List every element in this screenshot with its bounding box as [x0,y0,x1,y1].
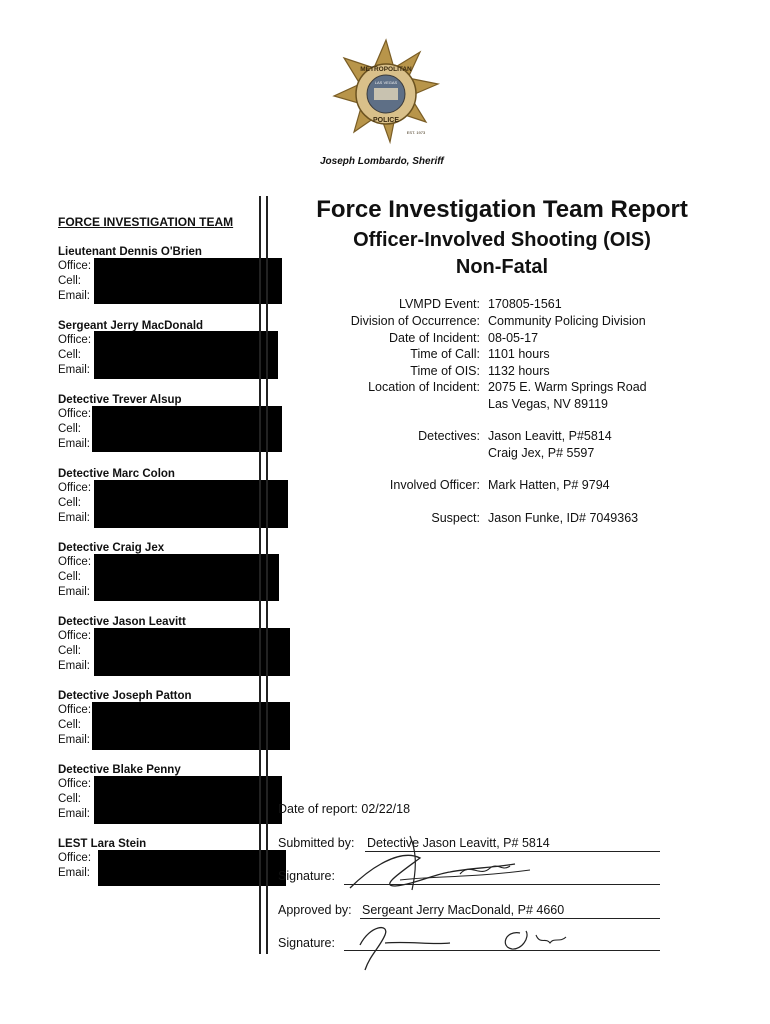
cell-label: Cell: [58,793,82,805]
report-subtitle-status: Non-Fatal [455,256,549,278]
office-label: Office: [58,482,92,494]
signature-leavitt-image [340,828,540,900]
team-member [58,689,258,763]
report-subtitle: Officer-Involved Shooting (OIS) [353,229,651,251]
redaction-block [98,850,286,886]
email-label: Email: [58,290,90,302]
cell-label: Cell: [58,497,82,509]
field-label-division: Division of Occurrence: [350,314,480,328]
office-label: Office: [58,556,92,568]
team-member [58,763,258,837]
office-label: Office: [58,408,92,420]
sidebar-team-list [58,215,258,897]
office-label: Office: [58,334,92,346]
email-label: Email: [58,512,90,524]
badge-text-est: EST. 1973 [406,130,426,135]
cell-label: Cell: [58,349,82,361]
member-name: LEST Lara Stein [58,838,147,850]
badge-text-bottom: POLICE [372,117,400,124]
member-name: Detective Blake Penny [58,764,181,776]
member-name: Detective Jason Leavitt [58,616,186,628]
office-label: Office: [58,704,92,716]
redaction-block [94,258,282,304]
redaction-block [92,406,282,452]
team-member [58,467,258,541]
signature-label: Signature: [278,936,335,950]
member-name: Detective Marc Colon [58,468,175,480]
email-label: Email: [58,364,90,376]
team-member [58,393,258,467]
member-name: Sergeant Jerry MacDonald [58,320,204,332]
office-label: Office: [58,260,92,272]
submitted-by-label: Submitted by: [278,836,355,850]
email-label: Email: [58,438,90,450]
team-member [58,837,258,897]
member-name: Lieutenant Dennis O'Brien [58,246,202,258]
date-of-report: Date of report: 02/22/18 [278,802,411,816]
field-label-time-of-ois: Time of OIS: [410,364,480,378]
field-value-time-of-call: 1101 hours [488,347,550,361]
field-value-suspect: Jason Funke, ID# 7049363 [488,511,639,525]
field-value-detective-1: Jason Leavitt, P#5814 [488,429,612,443]
field-value-location-city: Las Vegas, NV 89119 [488,397,608,411]
signature-label: Signature: [278,869,335,883]
field-label-event: LVMPD Event: [398,297,480,311]
cell-label: Cell: [58,423,82,435]
field-value-location: 2075 E. Warm Springs Road [488,380,647,394]
field-label-time-of-call: Time of Call: [410,347,480,361]
email-label: Email: [58,867,90,879]
approved-by-value: Sergeant Jerry MacDonald, P# 4660 [362,903,565,917]
field-value-division: Community Policing Division [488,314,646,328]
field-label-involved-officer: Involved Officer: [389,478,480,492]
redaction-block [94,331,278,379]
team-heading: FORCE INVESTIGATION TEAM [58,215,234,229]
office-label: Office: [58,630,92,642]
office-label: Office: [58,778,92,790]
field-value-event: 170805-1561 [488,297,562,311]
team-member [58,319,258,393]
field-label-detectives: Detectives: [418,429,480,443]
member-name: Detective Trever Alsup [58,394,182,406]
field-value-date: 08-05-17 [488,331,539,345]
cell-label: Cell: [58,719,82,731]
cell-label: Cell: [58,645,82,657]
field-label-location: Location of Incident: [368,380,480,394]
email-label: Email: [58,808,90,820]
approved-by-label: Approved by: [278,903,352,917]
email-label: Email: [58,660,90,672]
submitted-by-value: Detective Jason Leavitt, P# 5814 [367,836,550,850]
field-value-time-of-ois: 1132 hours [488,364,550,378]
column-divider [259,196,268,954]
email-label: Email: [58,586,90,598]
email-label: Email: [58,734,90,746]
office-label: Office: [58,852,92,864]
cell-label: Cell: [58,275,82,287]
report-title: Force Investigation Team Report [316,196,688,223]
redaction-block [94,554,279,601]
field-value-detective-2: Craig Jex, P# 5597 [488,446,595,460]
sheriff-name: Joseph Lombardo, Sheriff [320,156,444,167]
badge-text-top: METROPOLITAN [360,66,412,73]
field-value-involved-officer: Mark Hatten, P# 9794 [488,478,610,492]
cell-label: Cell: [58,571,82,583]
redaction-block [94,776,282,824]
field-label-suspect: Suspect: [431,511,480,525]
signature-macdonald-image [340,915,600,975]
metropolitan-police-badge [330,38,442,150]
team-member [58,615,258,689]
team-member [58,245,258,319]
field-label-date: Date of Incident: [388,331,480,345]
member-name: Detective Joseph Patton [58,690,192,702]
member-name: Detective Craig Jex [58,542,165,554]
team-member [58,541,258,615]
badge-text-small: LAS VEGAS [374,80,398,85]
